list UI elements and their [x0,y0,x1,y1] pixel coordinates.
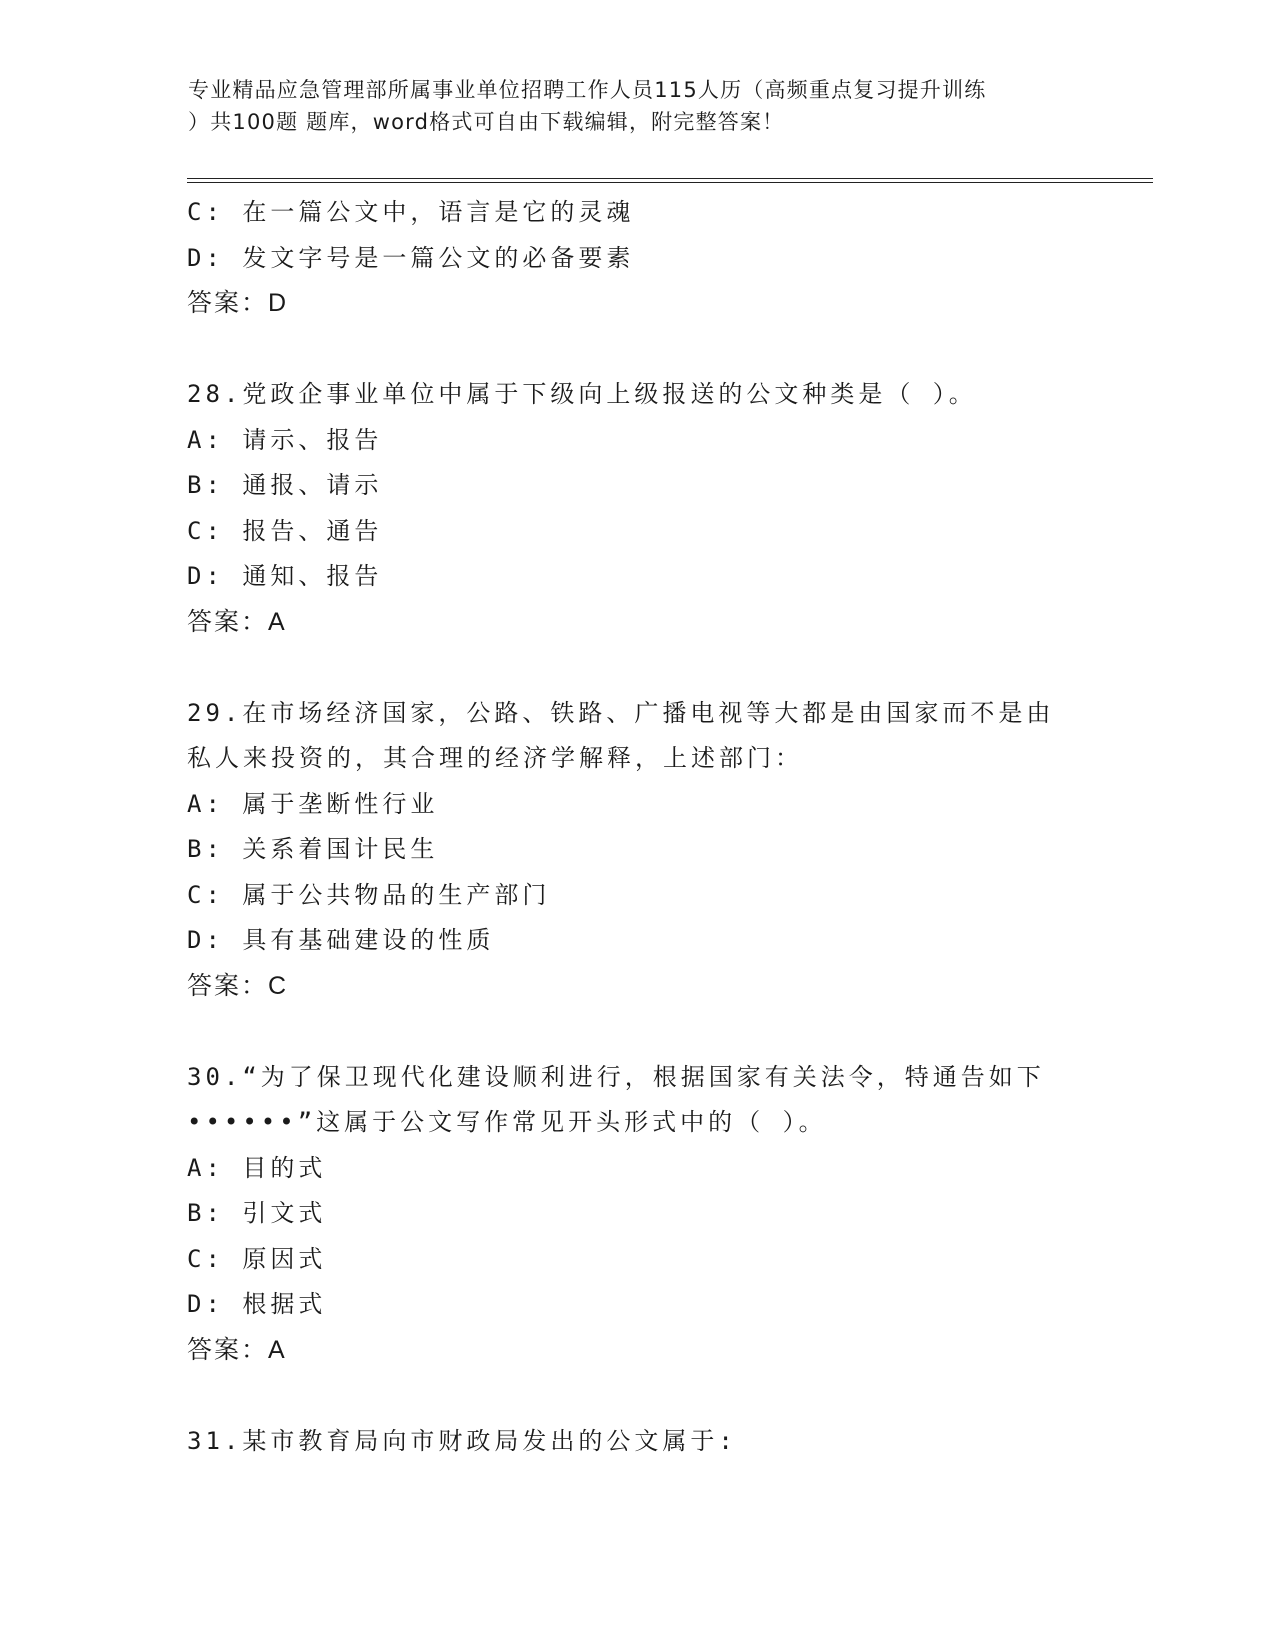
answer-label: 答案：C [187,971,289,1000]
header-divider-bottom [187,182,1153,183]
question-31 [187,1419,1087,1465]
option-b: B: 引文式 [187,1199,327,1227]
answer-label: 答案：D [187,289,289,317]
header-title-line-1: 专业精品应急管理部所属事业单位招聘工作人员115人历（高频重点复习提升训练 [188,78,987,102]
spacer [187,327,1087,373]
question-28 [187,372,1087,645]
header-divider-top [187,178,1153,179]
spacer [187,1373,1087,1419]
header-title-line-2: ）共100题 题库，word格式可自由下载编辑，附完整答案！ [188,110,785,134]
option-d: D: 发文字号是一篇公文的必备要素 [187,243,635,272]
question-stem: 31.某市教育局向市财政局发出的公文属于: [187,1426,737,1455]
question-30 [187,1055,1087,1374]
question-stem-line-1: 30.“为了保卫现代化建设顺利进行，根据国家有关法令，特通告如下 [187,1062,1045,1091]
answer-label: 答案：A [187,1335,287,1364]
document-header [188,74,1088,138]
question-stem-line-1: 29.在市场经济国家，公路、铁路、广播电视等大都是由国家而不是由 [187,698,1055,727]
option-c: C: 在一篇公文中，语言是它的灵魂 [187,198,635,226]
question-27 [187,190,1087,327]
option-c: C: 原因式 [187,1244,327,1273]
answer-label: 答案：A [187,607,287,636]
option-a: A: 目的式 [187,1153,327,1182]
option-b: B: 关系着国计民生 [187,835,439,863]
question-stem-line-2: ••••••”这属于公文写作常见开头形式中的（ ）。 [187,1108,827,1136]
option-a: A: 属于垄断性行业 [187,789,439,818]
option-c: C: 属于公共物品的生产部门 [187,880,551,909]
option-d: D: 根据式 [187,1290,327,1318]
question-29 [187,691,1087,1010]
option-d: D: 通知、报告 [187,562,383,590]
option-a: A: 请示、报告 [187,425,383,454]
question-stem: 28.党政企事业单位中属于下级向上级报送的公文种类是（ ）。 [187,380,977,408]
spacer [187,645,1087,691]
option-b: B: 通报、请示 [187,471,383,499]
option-c: C: 报告、通告 [187,516,383,545]
spacer [187,1009,1087,1055]
question-list [187,190,1087,1464]
question-stem-line-2: 私人来投资的，其合理的经济学解释，上述部门： [187,744,803,772]
option-d: D: 具有基础建设的性质 [187,926,495,954]
